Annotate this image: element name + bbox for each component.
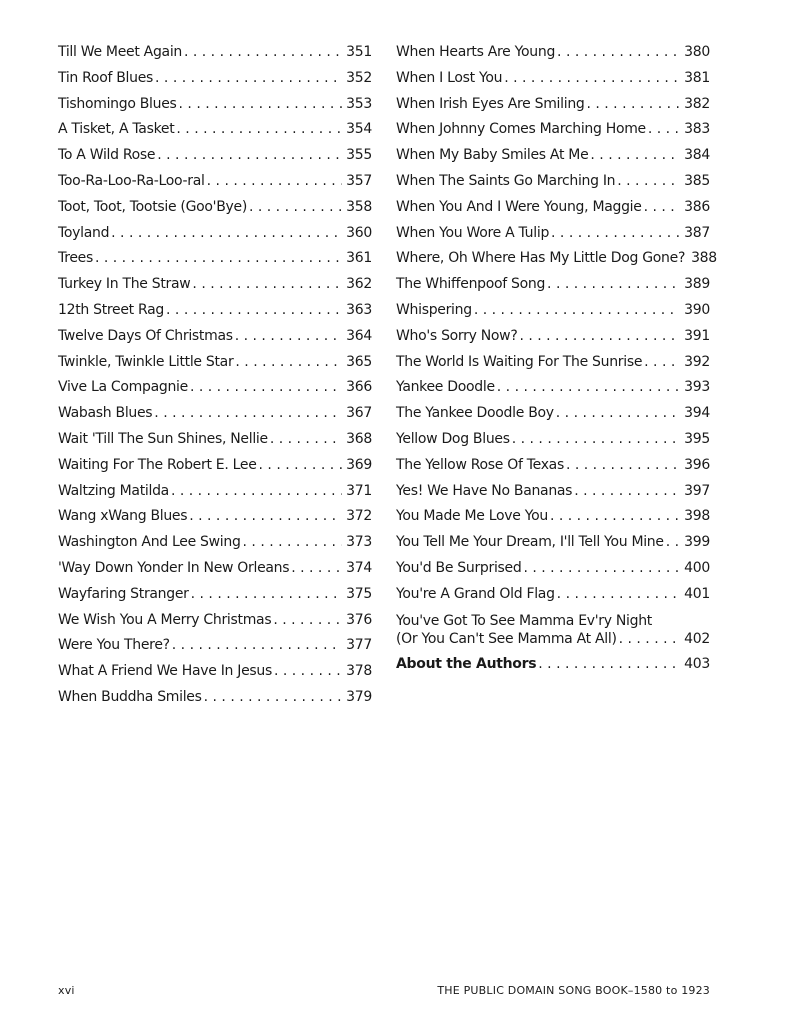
toc-entry-title: What A Friend We Have In Jesus — [58, 663, 272, 680]
dot-leader — [235, 350, 342, 376]
toc-entry-page: 362 — [346, 276, 372, 293]
toc-entry-page: 385 — [684, 172, 710, 189]
toc-entry-title: We Wish You A Merry Christmas — [58, 611, 272, 628]
toc-entry-page: 396 — [684, 456, 710, 473]
toc-entry-page: 358 — [346, 198, 372, 215]
dot-leader — [556, 401, 680, 427]
toc-entry-title: 12th Street Rag — [58, 301, 165, 318]
toc-entry-title: Wabash Blues — [58, 405, 153, 422]
toc-entry-page: 390 — [684, 301, 710, 318]
dot-leader — [204, 685, 343, 711]
toc-entry-page: 357 — [346, 172, 372, 189]
dot-leader — [111, 221, 342, 247]
toc-left-column — [58, 40, 372, 711]
toc-entry-title: Wang xWang Blues — [58, 508, 188, 525]
toc-entry — [396, 479, 710, 505]
toc-entry-title: Wait 'Till The Sun Shines, Nellie — [58, 430, 268, 447]
dot-leader — [166, 298, 342, 324]
dot-leader — [547, 272, 680, 298]
toc-entry-about-authors — [396, 652, 710, 678]
toc-entry — [58, 143, 372, 169]
toc-entry — [58, 117, 372, 143]
footer-page-number: xvi — [58, 984, 75, 997]
dot-leader — [235, 324, 342, 350]
toc-entry-title: 'Way Down Yonder In New Orleans — [58, 559, 290, 576]
toc-entry-title: Where, Oh Where Has My Little Dog Gone? — [396, 250, 686, 267]
toc-entry — [58, 504, 372, 530]
toc-entry-title: Turkey In The Straw — [58, 276, 191, 293]
toc-entry — [396, 582, 710, 608]
toc-entry-title: Whispering — [396, 301, 472, 318]
toc-entry — [58, 659, 372, 685]
toc-entry — [58, 221, 372, 247]
toc-entry — [396, 66, 710, 92]
toc-entry — [58, 685, 372, 711]
toc-entry-title: You're A Grand Old Flag — [396, 585, 555, 602]
dot-leader — [179, 92, 343, 118]
dot-leader — [648, 117, 680, 143]
toc-entry-page: 360 — [346, 224, 372, 241]
dot-leader — [157, 143, 342, 169]
toc-entry — [58, 530, 372, 556]
toc-entry-title: When Irish Eyes Are Smiling — [396, 95, 585, 112]
toc-entry-title: Too-Ra-Loo-Ra-Loo-ral — [58, 172, 205, 189]
toc-entry — [58, 298, 372, 324]
toc-entry-title: Were You There? — [58, 637, 170, 654]
toc-entry — [396, 608, 710, 652]
toc-entry-title: Yankee Doodle — [396, 379, 495, 396]
toc-entry-page: 382 — [684, 95, 710, 112]
toc-entry — [396, 195, 710, 221]
toc-entry — [58, 40, 372, 66]
toc-entry-title: Till We Meet Again — [58, 44, 182, 60]
toc-entry-page: 399 — [684, 534, 710, 551]
toc-entry-title: You'd Be Surprised — [396, 559, 522, 576]
toc-entry-title: When My Baby Smiles At Me — [396, 147, 589, 164]
toc-entry-page: 378 — [346, 663, 372, 680]
toc-entry-title: Tishomingo Blues — [58, 95, 177, 112]
dot-leader — [557, 582, 681, 608]
toc-entry-page: 372 — [346, 508, 372, 525]
dot-leader — [619, 630, 681, 648]
dot-leader — [273, 608, 342, 634]
dot-leader — [590, 143, 680, 169]
dot-leader — [519, 324, 680, 350]
toc-entry-title: You've Got To See Mamma Ev'ry Night — [396, 612, 652, 629]
toc-entry — [58, 633, 372, 659]
toc-entry — [396, 375, 710, 401]
toc-entry-page: 395 — [684, 430, 710, 447]
dot-leader — [538, 652, 680, 678]
toc-entry-page: 367 — [346, 405, 372, 422]
toc-entry-page: 387 — [684, 224, 710, 241]
toc-entry-title: Who's Sorry Now? — [396, 327, 518, 344]
toc-entry — [58, 324, 372, 350]
toc-entry — [58, 453, 372, 479]
toc-entry-page: 377 — [346, 637, 372, 654]
toc-entry-title: Wayfaring Stranger — [58, 585, 189, 602]
toc-entry — [396, 143, 710, 169]
toc-entry-title: Tin Roof Blues — [58, 69, 154, 86]
toc-entry-title: When Hearts Are Young — [396, 44, 556, 60]
dot-leader — [557, 40, 680, 66]
toc-entry-page: 365 — [346, 353, 372, 370]
toc-entry-title: Toot, Toot, Tootsie (Goo'Bye) — [58, 198, 247, 215]
dot-leader — [574, 479, 680, 505]
toc-entry-title: The Yankee Doodle Boy — [396, 405, 554, 422]
toc-entry-title: When The Saints Go Marching In — [396, 172, 616, 189]
toc-entry-title: Yes! We Have No Bananas — [396, 482, 573, 499]
toc-entry-page: 384 — [684, 147, 710, 164]
toc-entry — [396, 117, 710, 143]
toc-entry-page: 364 — [346, 327, 372, 344]
toc-entry-page: 402 — [684, 630, 710, 647]
toc-entry-page: 363 — [346, 301, 372, 318]
toc-entry — [58, 169, 372, 195]
toc-entry — [58, 66, 372, 92]
toc-entry — [396, 169, 710, 195]
toc-entry-page: 379 — [346, 688, 372, 705]
toc-entry — [396, 453, 710, 479]
dot-leader — [644, 195, 681, 221]
toc-entry-title: You Tell Me Your Dream, I'll Tell You Mine — [396, 534, 664, 551]
toc-entry — [58, 556, 372, 582]
toc-entry-title: Twelve Days Of Christmas — [58, 327, 233, 344]
toc-entry-page: 371 — [346, 482, 372, 499]
toc-entry-title: Waltzing Matilda — [58, 482, 169, 499]
toc-entry — [396, 221, 710, 247]
toc-entry-page: 361 — [346, 250, 372, 267]
dot-leader — [512, 427, 680, 453]
toc-right-column — [396, 40, 717, 677]
toc-entry-title: When I Lost You — [396, 69, 503, 86]
dot-leader — [644, 350, 680, 376]
toc-entry-title: Yellow Dog Blues — [396, 430, 510, 447]
toc-entry-page: 355 — [346, 147, 372, 164]
dot-leader — [551, 221, 680, 247]
toc-entry-page: 380 — [684, 44, 710, 60]
dot-leader — [497, 375, 680, 401]
dot-leader — [172, 633, 342, 659]
toc-entry-page: 373 — [346, 534, 372, 551]
dot-leader — [474, 298, 680, 324]
toc-entry — [58, 246, 372, 272]
toc-entry-page: 369 — [346, 456, 372, 473]
toc-entry-title: Twinkle, Twinkle Little Star — [58, 353, 234, 370]
toc-entry-title: When Buddha Smiles — [58, 688, 202, 705]
toc-entry-title: You Made Me Love You — [396, 508, 548, 525]
dot-leader — [155, 66, 342, 92]
dot-leader — [523, 556, 680, 582]
dot-leader — [259, 453, 343, 479]
dot-leader — [207, 169, 343, 195]
toc-entry-page: 388 — [691, 250, 717, 267]
toc-entry — [396, 246, 717, 272]
toc-entry — [396, 350, 710, 376]
dot-leader — [176, 117, 342, 143]
dot-leader — [184, 40, 342, 66]
toc-entry-page: 376 — [346, 611, 372, 628]
toc-entry — [58, 375, 372, 401]
toc-entry-title-continued: (Or You Can't See Mamma At All) — [396, 630, 617, 647]
toc-entry-title: The Yellow Rose Of Texas — [396, 456, 564, 473]
dot-leader — [192, 272, 342, 298]
toc-entry-title: Vive La Compagnie — [58, 379, 188, 396]
toc-entry-page: 389 — [684, 276, 710, 293]
toc-entry-page: 368 — [346, 430, 372, 447]
toc-entry — [396, 530, 710, 556]
toc-entry-title: The World Is Waiting For The Sunrise — [396, 353, 643, 370]
dot-leader — [504, 66, 680, 92]
toc-entry — [58, 427, 372, 453]
dot-leader — [550, 504, 680, 530]
toc-entry-page: 353 — [346, 95, 372, 112]
toc-entry — [58, 401, 372, 427]
dot-leader — [586, 92, 680, 118]
toc-entry — [396, 401, 710, 427]
toc-entry — [58, 92, 372, 118]
dot-leader — [190, 375, 342, 401]
toc-entry-title: When Johnny Comes Marching Home — [396, 121, 646, 138]
dot-leader — [270, 427, 342, 453]
toc-entry-title: A Tisket, A Tasket — [58, 121, 175, 138]
toc-entry-title: When You Wore A Tulip — [396, 224, 550, 241]
toc-entry-page: 398 — [684, 508, 710, 525]
toc-entry-page: 393 — [684, 379, 710, 396]
toc-entry-page: 386 — [684, 198, 710, 215]
toc-entry — [58, 582, 372, 608]
toc-entry-page: 403 — [684, 655, 710, 672]
toc-entry-page: 375 — [346, 585, 372, 602]
toc-entry — [396, 40, 710, 66]
dot-leader — [249, 195, 342, 221]
toc-entry — [58, 479, 372, 505]
toc-entry — [396, 324, 710, 350]
toc-entry-title: About the Authors — [396, 655, 537, 672]
dot-leader — [666, 530, 680, 556]
toc-entry-page: 401 — [684, 585, 710, 602]
toc-entry-title: When You And I Were Young, Maggie — [396, 198, 642, 215]
toc-entry-page: 351 — [346, 44, 372, 60]
toc-entry-title: To A Wild Rose — [58, 147, 156, 164]
dot-leader — [274, 659, 342, 685]
footer-book-title: THE PUBLIC DOMAIN SONG BOOK–1580 to 1923 — [437, 984, 710, 997]
toc-entry-page: 383 — [684, 121, 710, 138]
toc-entry — [396, 556, 710, 582]
toc-entry — [396, 427, 710, 453]
dot-leader — [154, 401, 342, 427]
toc-entry-page: 397 — [684, 482, 710, 499]
toc-entry — [58, 272, 372, 298]
dot-leader — [95, 246, 342, 272]
dot-leader — [291, 556, 342, 582]
dot-leader — [566, 453, 680, 479]
toc-entry-page: 394 — [684, 405, 710, 422]
dot-leader — [171, 479, 342, 505]
dot-leader — [191, 582, 343, 608]
toc-entry-title: Waiting For The Robert E. Lee — [58, 456, 257, 473]
toc-entry-title: Toyland — [58, 224, 110, 241]
toc-entry — [58, 350, 372, 376]
toc-entry-page: 352 — [346, 69, 372, 86]
toc-entry — [396, 504, 710, 530]
toc-entry-page: 400 — [684, 559, 710, 576]
toc-entry-page: 391 — [684, 327, 710, 344]
toc-entry-page: 374 — [346, 559, 372, 576]
dot-leader — [617, 169, 680, 195]
toc-entry-page: 381 — [684, 69, 710, 86]
dot-leader — [243, 530, 343, 556]
toc-entry — [396, 92, 710, 118]
toc-entry-page: 354 — [346, 121, 372, 138]
toc-entry-title: Trees — [58, 250, 93, 267]
toc-entry — [58, 608, 372, 634]
toc-entry-page: 392 — [684, 353, 710, 370]
dot-leader — [189, 504, 342, 530]
toc-entry — [396, 298, 710, 324]
toc-entry — [58, 195, 372, 221]
toc-entry-page: 366 — [346, 379, 372, 396]
toc-entry — [396, 272, 710, 298]
toc-entry-title: The Whiffenpoof Song — [396, 276, 546, 293]
toc-entry-title: Washington And Lee Swing — [58, 534, 241, 551]
